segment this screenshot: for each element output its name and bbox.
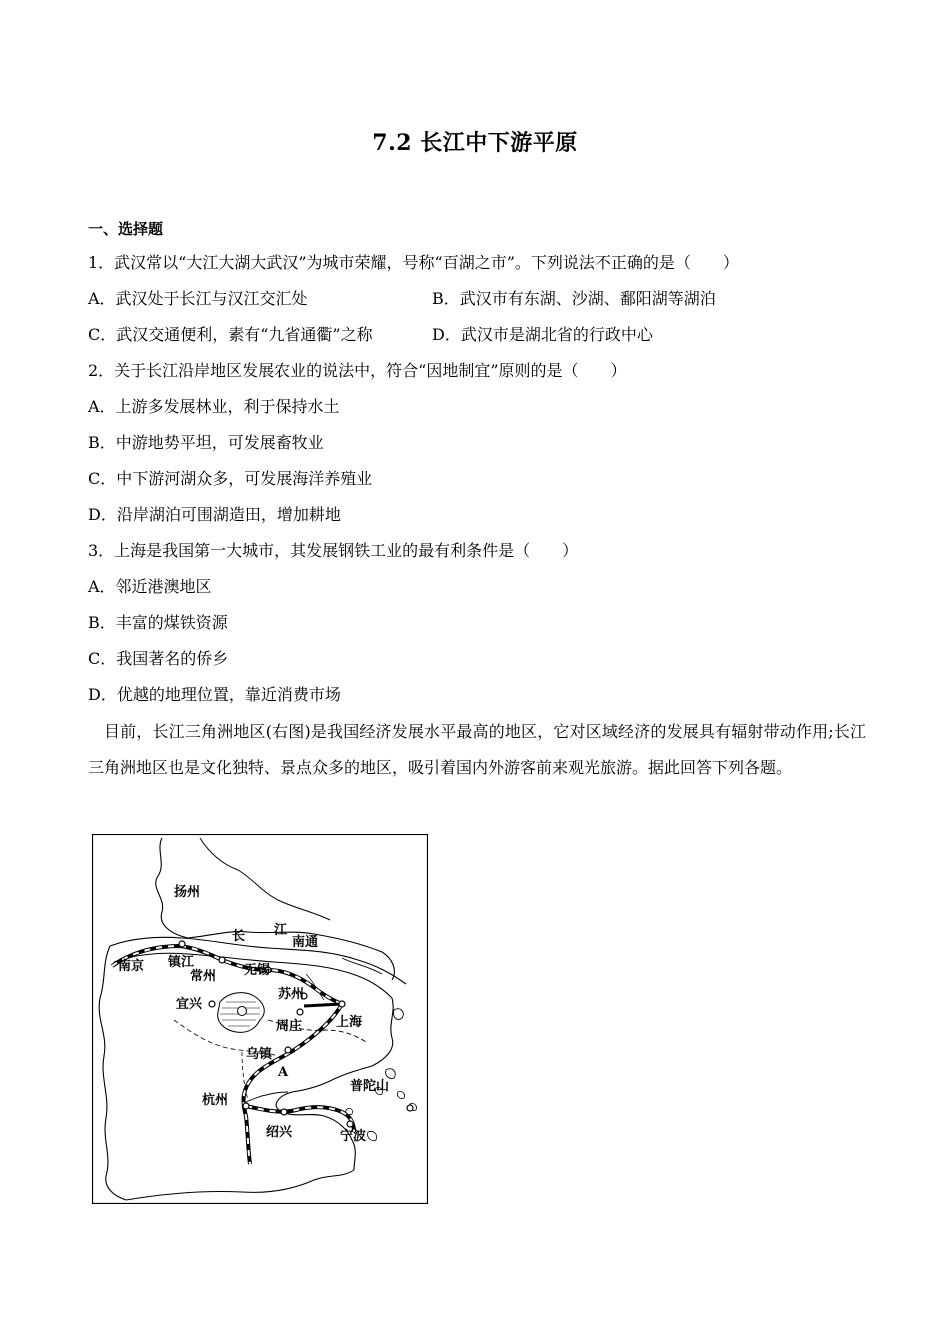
city-point-putuoshan: [407, 1105, 413, 1111]
question-2-option-b: B．中游地势平坦，可发展畜牧业: [88, 433, 324, 452]
question-3-option-a: A．邻近港澳地区: [88, 577, 212, 596]
label-hangzhou: 杭州: [202, 1093, 229, 1108]
label-yixing: 宜兴: [176, 997, 203, 1012]
label-a: A: [278, 1065, 289, 1080]
city-point-yixing: [209, 1001, 215, 1007]
city-point-wuzhen: [285, 1047, 291, 1053]
question-1-option-b: B．武汉市有东湖、沙湖、鄱阳湖等湖泊: [432, 289, 716, 308]
island: [394, 1009, 404, 1020]
label-ningbo: 宁波: [340, 1129, 367, 1144]
label-chang: 长: [232, 929, 246, 944]
label-shanghai: 上海: [336, 1015, 363, 1030]
yangtze-delta-map: [92, 834, 428, 1204]
city-point-zhenjiang: [179, 941, 185, 947]
label-nantong: 南通: [292, 935, 319, 950]
label-nanjing: 南京: [118, 959, 145, 974]
reading-passage: 目前，长江三角洲地区(右图)是我国经济发展水平最高的地区，它对区域经济的发展具有辐射带动作用;长江三角洲地区也是文化独特、景点众多的地区，吸引着国内外游客前来观光旅游。据此回答下列各题。: [88, 722, 866, 777]
city-point-ningbo: [347, 1121, 353, 1127]
label-yangzhou: 扬州: [174, 885, 201, 900]
city-point-zhouzhuang: [297, 1009, 303, 1015]
label-suzhou: 苏州: [278, 987, 305, 1002]
section-heading: 一、选择题: [88, 220, 164, 238]
label-jiang: 江: [274, 923, 288, 938]
question-3-option-b: B．丰富的煤铁资源: [88, 613, 228, 632]
question-2-stem: 2．关于长江沿岸地区发展农业的说法中，符合“因地制宜”原则的是（ ）: [88, 361, 627, 380]
question-2-option-a: A．上游多发展林业，利于保持水土: [88, 397, 340, 416]
city-point-shanghai: [339, 1001, 345, 1007]
city-point-changzhou: [219, 957, 225, 963]
label-wuzhen: 乌镇: [246, 1047, 273, 1062]
question-1-stem: 1．武汉常以“大江大湖大武汉”为城市荣耀，号称“百湖之市”。下列说法不正确的是（ ）: [88, 253, 739, 272]
city-point-hangzhou: [243, 1103, 249, 1109]
page-title: 7.2 长江中下游平原: [372, 130, 578, 156]
label-zhenjiang: 镇江: [168, 955, 195, 970]
question-1-option-a: A．武汉处于长江与汉江交汇处: [88, 289, 308, 308]
label-wuxi: 无锡: [244, 963, 271, 978]
question-3-option-d: D．优越的地理位置，靠近消费市场: [88, 685, 341, 704]
question-2-option-d: D．沿岸湖泊可围湖造田，增加耕地: [88, 505, 341, 524]
question-3-stem: 3．上海是我国第一大城市，其发展钢铁工业的最有利条件是（ ）: [88, 541, 579, 560]
question-1-option-c: C．武汉交通便利，素有“九省通衢”之称: [88, 325, 373, 344]
question-3-option-c: C．我国著名的侨乡: [88, 649, 229, 668]
label-shaoxing: 绍兴: [266, 1125, 293, 1140]
label-zhouzhuang: 周庄: [276, 1019, 303, 1034]
island: [397, 1091, 404, 1098]
question-1-option-d: D．武汉市是湖北省的行政中心: [432, 325, 653, 344]
city-point-shaoxing: [281, 1109, 287, 1115]
label-putuoshan: 普陀山: [350, 1079, 390, 1094]
question-2-option-c: C．中下游河湖众多，可发展海洋养殖业: [88, 469, 373, 488]
lake-island: [238, 1007, 247, 1016]
label-changzhou: 常州: [190, 969, 217, 984]
